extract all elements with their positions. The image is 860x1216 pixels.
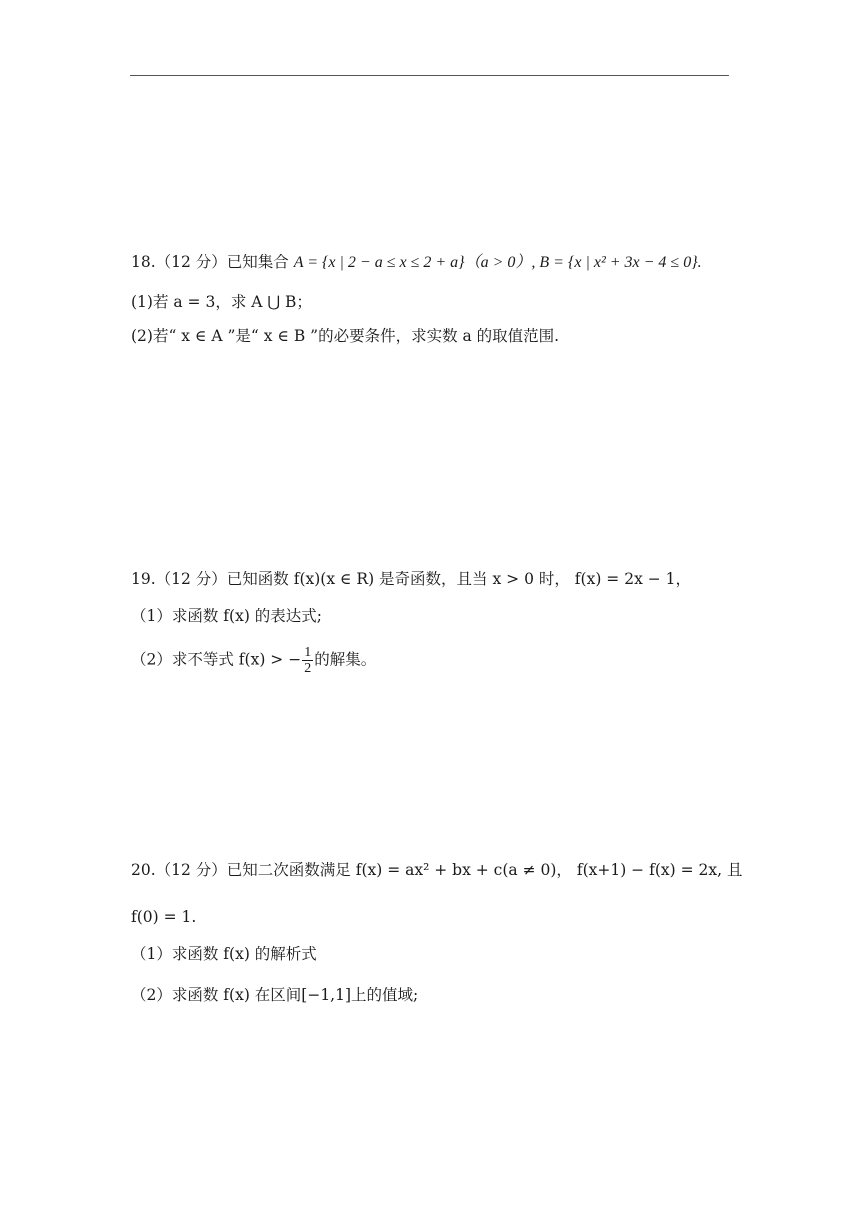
q18-stem-prefix: 18.（12 分）已知集合 [131, 253, 294, 271]
q20-stem-line1: 20.（12 分）已知二次函数满足 f(x) = ax² + bx + c(a ≠ 0)， f(x+1) − f(x) = 2x, 且 [131, 861, 743, 879]
q19-part2 [131, 645, 376, 676]
q18-stem [131, 251, 702, 274]
fraction [302, 645, 313, 676]
q19-stem: 19.（12 分）已知函数 f(x)(x ∈ R) 是奇函数，且当 x > 0 时， f(x) = 2x − 1， [131, 570, 692, 588]
q18-stem-math: A = {x | 2 − a ≤ x ≤ 2 + a}（a > 0）, B = {x | x² + 3x − 4 ≤ 0}. [293, 254, 702, 271]
q20-part2: （2）求函数 f(x) 在区间[−1,1]上的值域; [131, 986, 419, 1004]
q18-part1: (1)若 a = 3，求 A ⋃ B； [131, 293, 312, 311]
q19-part2-suffix: 的解集。 [314, 650, 377, 669]
header-rule [130, 75, 729, 76]
q19-part2-prefix: （2）求不等式 f(x) > − [131, 650, 302, 669]
q18-part2: (2)若“ x ∈ A ”是“ x ∈ B ”的必要条件，求实数 a 的取值范围. [131, 327, 560, 345]
fraction-denominator: 2 [304, 661, 312, 676]
q20-part1: （1）求函数 f(x) 的解析式 [131, 945, 317, 963]
fraction-numerator: 1 [304, 645, 312, 660]
q20-stem-line2: f(0) = 1. [131, 908, 197, 926]
q19-part1: （1）求函数 f(x) 的表达式; [131, 607, 323, 625]
